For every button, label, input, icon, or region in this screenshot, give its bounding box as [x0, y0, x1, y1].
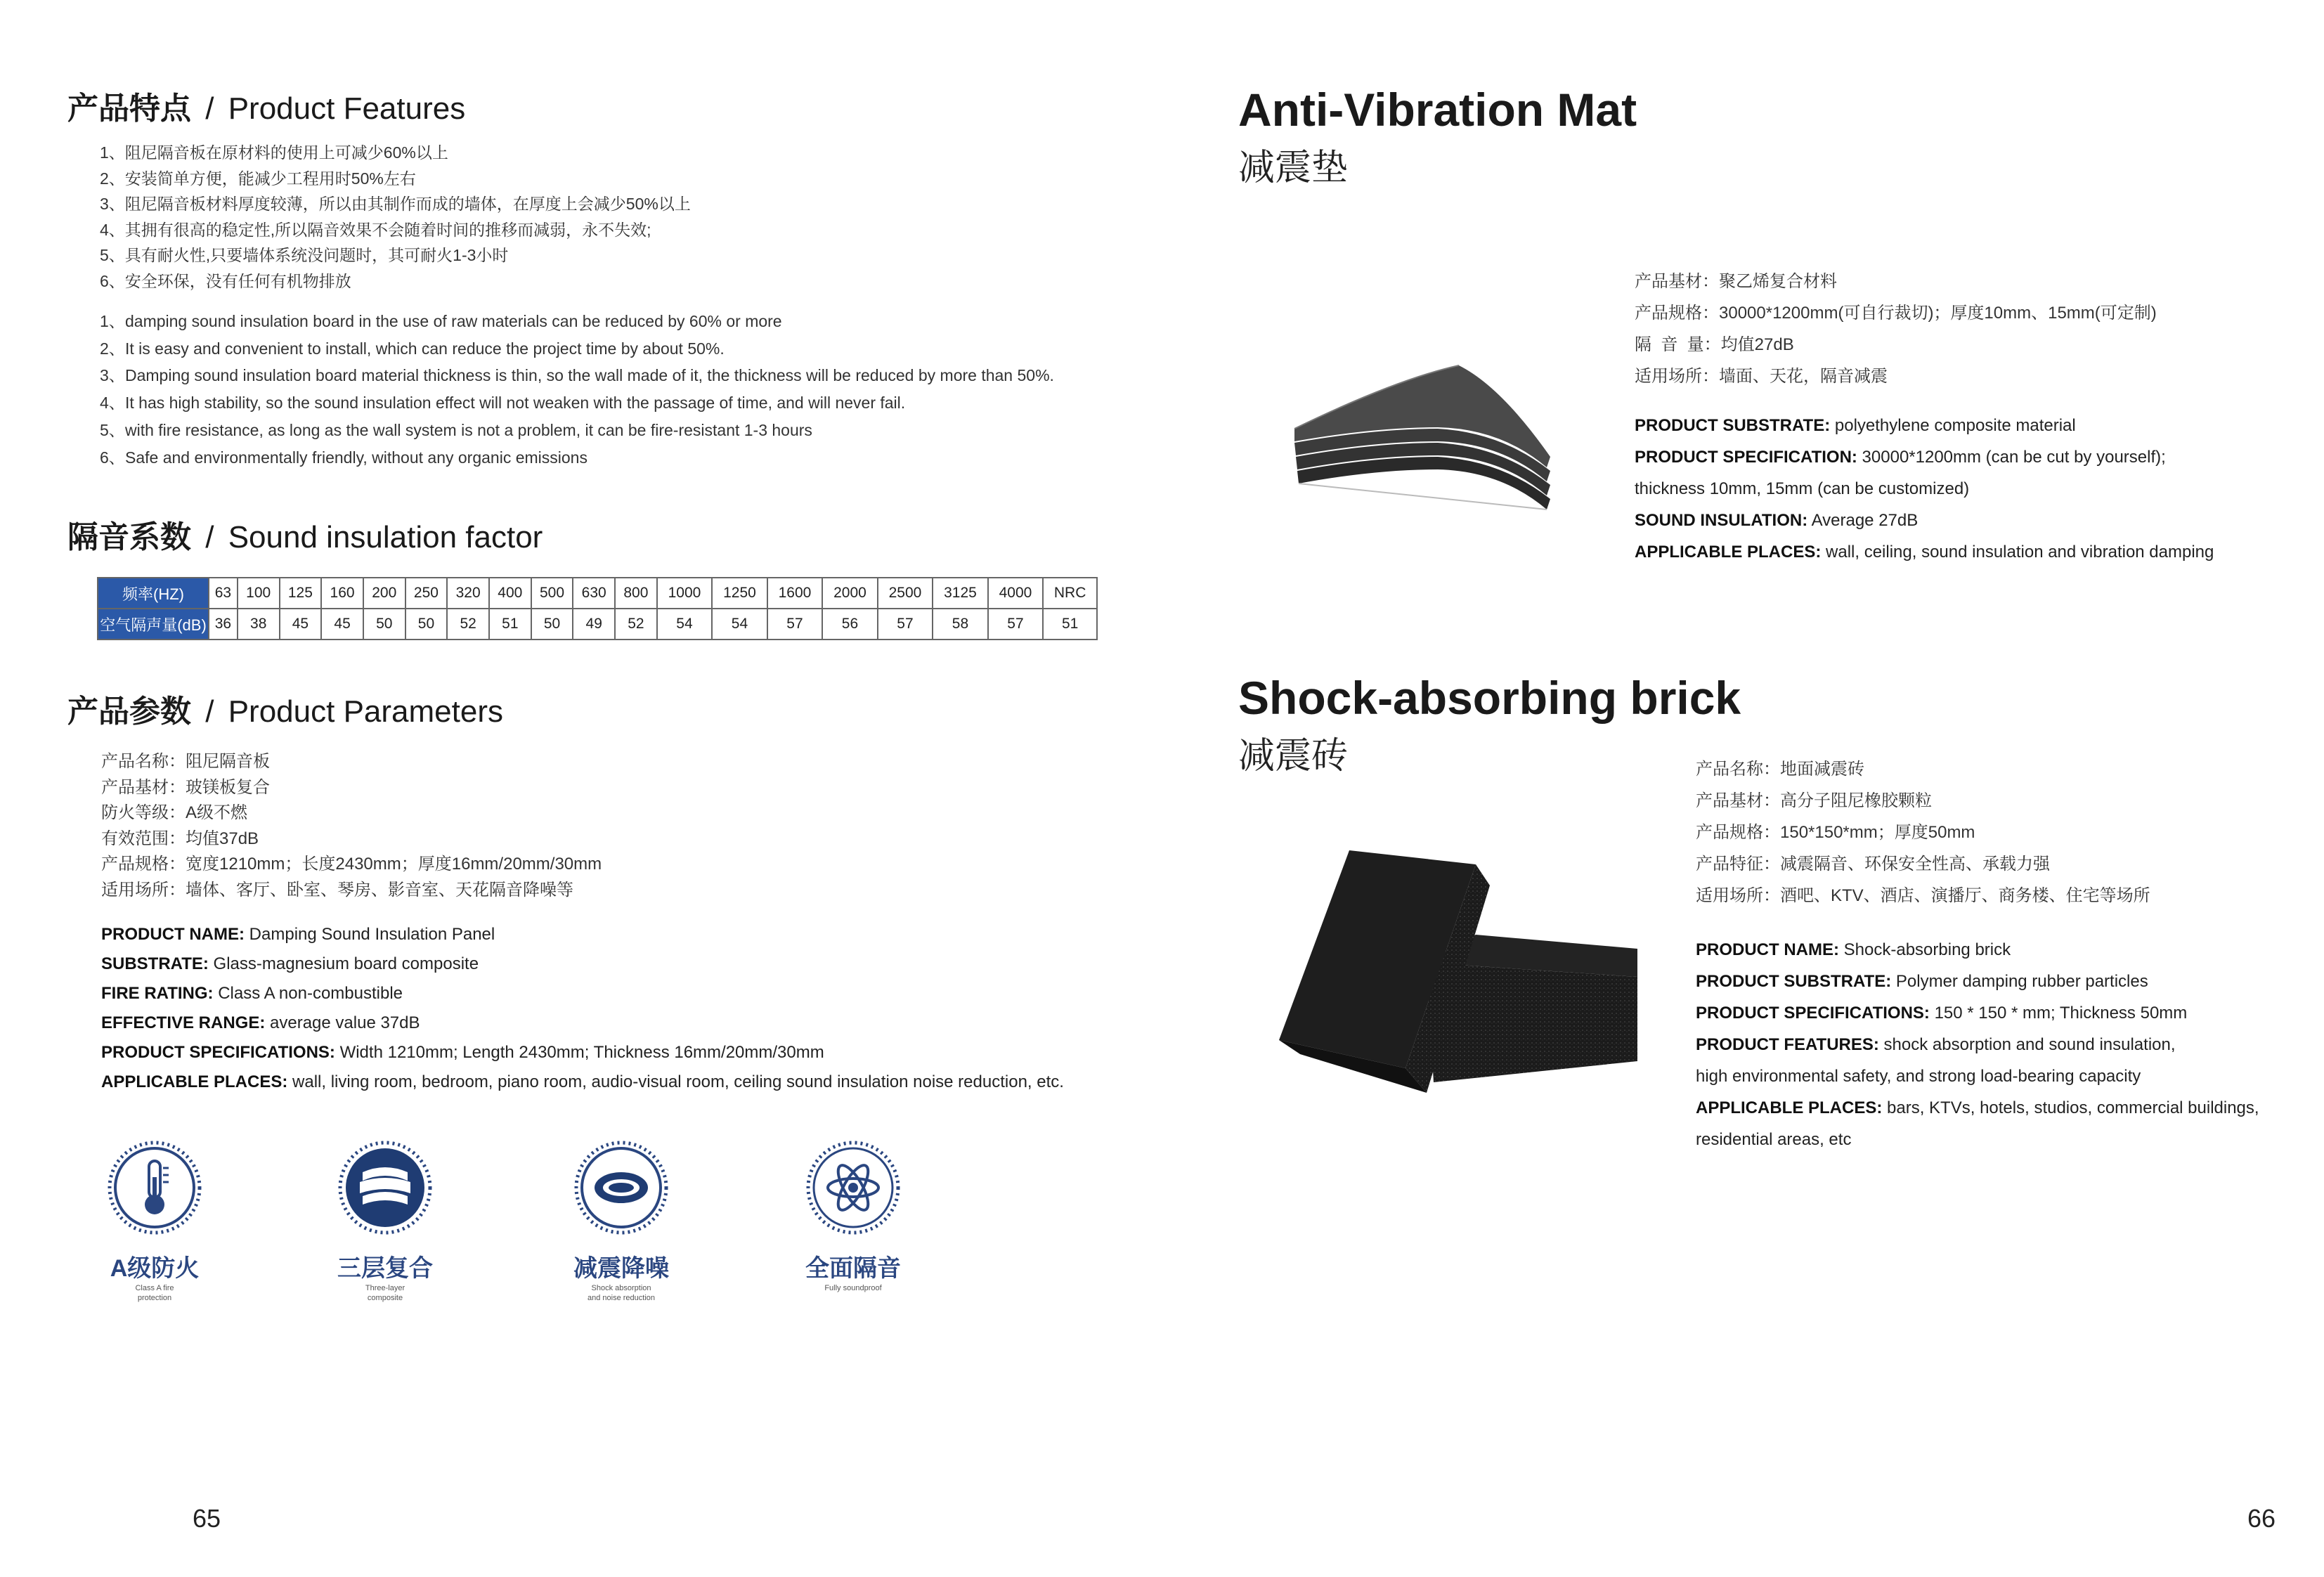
row-header-db: 空气隔声量(dB)	[98, 609, 209, 640]
db-cell: 50	[363, 609, 405, 640]
db-cell: 52	[447, 609, 489, 640]
list-item	[1696, 1060, 2259, 1092]
spec-value: bars, KTVs, hotels, studios, commercial buildings,	[1882, 1098, 2259, 1117]
icon-soundproof	[776, 1138, 930, 1293]
db-cell: 51	[489, 609, 531, 640]
spec-value: residential areas, etc	[1696, 1130, 1852, 1149]
list-item	[101, 1038, 1064, 1067]
params-heading-en: Product Parameters	[228, 694, 503, 729]
spec-value: polyethylene composite material	[1830, 416, 2076, 435]
list-item	[1696, 966, 2259, 997]
db-cell: 50	[531, 609, 573, 640]
list-item: 5、具有耐火性,只要墙体系统没问题时，其可耐火1-3小时	[100, 246, 509, 264]
list-item	[1635, 441, 2214, 473]
list-item	[1696, 934, 2259, 966]
list-item	[100, 308, 1054, 335]
icon-label: 三层复合	[337, 1255, 433, 1282]
list-number: 1、	[100, 312, 125, 330]
list-number: 4、	[100, 394, 125, 413]
spec-key: PRODUCT SPECIFICATION:	[1635, 448, 1857, 467]
list-item	[1696, 1092, 2259, 1124]
brick-title-zh: 减震砖	[1238, 736, 1349, 777]
features-heading	[67, 83, 465, 128]
list-item	[101, 1008, 1064, 1038]
spec-value: wall, ceiling, sound insulation and vibration damping	[1821, 543, 2214, 562]
list-item: 产品规格：150*150*mm；厚度50mm	[1696, 823, 1975, 842]
icon-label: 减震降噪	[573, 1255, 669, 1282]
freq-cell: 250	[405, 578, 448, 609]
freq-cell: 63	[209, 578, 238, 609]
freq-cell: 4000	[988, 578, 1044, 609]
heading-separator: /	[205, 520, 214, 554]
freq-cell: NRC	[1043, 578, 1097, 609]
spec-value: Polymer damping rubber particles	[1891, 972, 2148, 991]
param-key: APPLICABLE PLACES:	[101, 1072, 288, 1091]
param-value: Width 1210mm; Length 2430mm; Thickness 16mm/20mm/30mm	[335, 1043, 824, 1062]
list-item: 产品规格：30000*1200mm(可自行裁切)；厚度10mm、15mm(可定制)	[1635, 304, 2157, 323]
param-key: EFFECTIVE RANGE:	[101, 1013, 266, 1032]
freq-cell: 2500	[878, 578, 933, 609]
list-item: 2、安装简单方便，能减少工程用时50%左右	[100, 169, 416, 188]
db-cell: 57	[767, 609, 823, 640]
mat-title-en: Anti-Vibration Mat	[1238, 84, 1637, 136]
param-value: Damping Sound Insulation Panel	[245, 925, 495, 944]
list-item: 产品名称：地面减震砖	[1696, 760, 1864, 779]
list-item: 适用场所：酒吧、KTV、酒店、演播厅、商务楼、住宅等场所	[1696, 886, 2150, 905]
params-heading-zh: 产品参数	[67, 694, 191, 729]
list-item: 适用场所：墙体、客厅、卧室、琴房、影音室、天花隔音降噪等	[101, 880, 573, 900]
features-list-zh	[100, 140, 691, 294]
table-row-values	[98, 609, 1097, 640]
mat-specs-zh	[1635, 266, 2157, 392]
db-cell: 54	[657, 609, 713, 640]
list-item: 产品基材：聚乙烯复合材料	[1635, 272, 1837, 291]
freq-cell: 1000	[657, 578, 713, 609]
page-number-right: 66	[2247, 1504, 2276, 1533]
list-number: 6、	[100, 448, 125, 467]
list-item: 6、安全环保，没有任何有机物排放	[100, 271, 351, 290]
list-item	[1696, 1124, 2259, 1155]
db-cell: 49	[573, 609, 615, 640]
freq-cell: 630	[573, 578, 615, 609]
table-row-frequency	[98, 578, 1097, 609]
icon-sublabel: Fully soundproof	[824, 1284, 882, 1292]
icon-fire-protection	[77, 1138, 232, 1303]
list-number: 3、	[100, 366, 125, 385]
spec-value: thickness 10mm, 15mm (can be customized)	[1635, 479, 1970, 498]
list-text: Damping sound insulation board material thickness is thin, so the wall made of it, the thickness will be reduced by more than 50%.	[125, 366, 1054, 385]
list-item: 防火等级：A级不燃	[101, 803, 248, 822]
icon-sublabel: composite	[367, 1294, 403, 1302]
features-heading-en: Product Features	[228, 91, 466, 126]
db-cell: 58	[933, 609, 988, 640]
list-text: It has high stability, so the sound insulation effect will not weaken with the passage of time, and will never fail.	[125, 394, 906, 413]
param-value: wall, living room, bedroom, piano room, audio-visual room, ceiling sound insulation noise reduction, etc.	[287, 1072, 1064, 1091]
sound-heading-zh: 隔音系数	[67, 520, 191, 554]
param-value: average value 37dB	[265, 1013, 420, 1032]
sound-heading-en: Sound insulation factor	[228, 520, 543, 554]
icon-sublabel: Class A fire	[135, 1284, 174, 1292]
db-cell: 52	[615, 609, 657, 640]
freq-cell: 3125	[933, 578, 988, 609]
list-item	[101, 979, 1064, 1008]
param-key: PRODUCT NAME:	[101, 925, 245, 944]
brick-specs-en	[1696, 934, 2259, 1155]
spec-key: APPLICABLE PLACES:	[1635, 543, 1822, 562]
features-heading-zh: 产品特点	[67, 91, 191, 126]
spec-value: Shock-absorbing brick	[1839, 940, 2011, 959]
db-cell: 50	[405, 609, 448, 640]
param-value: Glass-magnesium board composite	[208, 954, 479, 973]
db-cell: 45	[280, 609, 322, 640]
sound-insulation-table	[97, 577, 1098, 640]
list-number: 5、	[100, 420, 125, 439]
heading-separator: /	[205, 694, 214, 729]
freq-cell: 1600	[767, 578, 823, 609]
spec-value: 30000*1200mm (can be cut by yourself);	[1857, 448, 2166, 467]
list-item: 4、其拥有很高的稳定性,所以隔音效果不会随着时间的推移而减弱，永不失效;	[100, 220, 651, 239]
list-item	[1635, 536, 2214, 568]
db-cell: 57	[988, 609, 1044, 640]
param-key: SUBSTRATE:	[101, 954, 209, 973]
list-item	[101, 949, 1064, 979]
param-value: Class A non-combustible	[213, 984, 403, 1003]
spec-key: PRODUCT NAME:	[1696, 940, 1839, 959]
row-header-frequency: 频率(HZ)	[98, 578, 209, 609]
list-item: 1、阻尼隔音板在原材料的使用上可减少60%以上	[100, 143, 448, 162]
db-cell: 57	[878, 609, 933, 640]
db-cell: 54	[712, 609, 767, 640]
db-cell: 36	[209, 609, 238, 640]
icon-sublabel: Three-layer	[365, 1284, 405, 1292]
atom-icon	[804, 1138, 902, 1237]
list-item	[1635, 473, 2214, 505]
icon-sublabel: protection	[137, 1294, 172, 1302]
icon-shock-absorption	[544, 1138, 699, 1303]
list-item: 隔 音 量：均值27dB	[1635, 335, 1794, 354]
features-list-en	[100, 308, 1054, 471]
list-item	[1696, 1029, 2259, 1060]
freq-cell: 200	[363, 578, 405, 609]
icon-label: A级防火	[110, 1255, 200, 1282]
icon-three-layer	[308, 1138, 462, 1303]
list-item: 有效范围：均值37dB	[101, 829, 259, 848]
list-text: damping sound insulation board in the use of raw materials can be reduced by 60% or more	[125, 312, 782, 330]
db-cell: 56	[822, 609, 878, 640]
freq-cell: 2000	[822, 578, 878, 609]
brick-specs-zh	[1696, 753, 2150, 911]
list-item	[100, 335, 1054, 363]
spec-value: shock absorption and sound insulation,	[1878, 1035, 2176, 1054]
param-key: PRODUCT SPECIFICATIONS:	[101, 1043, 335, 1062]
spec-key: PRODUCT FEATURES:	[1696, 1035, 1879, 1054]
list-text: It is easy and convenient to install, which can reduce the project time by about 50%.	[125, 339, 725, 358]
db-cell: 38	[238, 609, 280, 640]
spec-key: PRODUCT SUBSTRATE:	[1696, 972, 1892, 991]
list-item	[100, 389, 1054, 417]
list-item: 产品基材：高分子阻尼橡胶颗粒	[1696, 791, 1932, 810]
params-list-zh	[101, 749, 602, 903]
list-item	[100, 362, 1054, 389]
freq-cell: 160	[321, 578, 363, 609]
list-item	[101, 1067, 1064, 1097]
sound-heading	[67, 512, 543, 557]
icon-sublabel: Shock absorption	[591, 1284, 651, 1292]
spec-key: PRODUCT SUBSTRATE:	[1635, 416, 1831, 435]
list-number: 2、	[100, 339, 125, 358]
list-item	[1635, 505, 2214, 536]
list-item: 产品基材：玻镁板复合	[101, 777, 270, 797]
list-item	[1635, 410, 2214, 441]
list-item: 产品名称：阻尼隔音板	[101, 752, 270, 771]
freq-cell: 500	[531, 578, 573, 609]
anti-vibration-mat-image	[1290, 351, 1585, 520]
list-text: with fire resistance, as long as the wall system is not a problem, it can be fire-resistant 1-3 hours	[125, 420, 812, 439]
freq-cell: 320	[447, 578, 489, 609]
shock-absorbing-brick-image	[1265, 843, 1644, 1124]
list-item	[100, 417, 1054, 444]
freq-cell: 800	[615, 578, 657, 609]
thermometer-icon	[105, 1138, 204, 1237]
db-cell: 45	[321, 609, 363, 640]
param-key: FIRE RATING:	[101, 984, 214, 1003]
list-text: Safe and environmentally friendly, without any organic emissions	[125, 448, 588, 467]
list-item: 产品规格：宽度1210mm；长度2430mm；厚度16mm/20mm/30mm	[101, 855, 602, 874]
params-list-en	[101, 920, 1064, 1097]
spec-value: 150 * 150 * mm; Thickness 50mm	[1929, 1004, 2188, 1023]
spec-value: Average 27dB	[1807, 511, 1919, 530]
params-heading	[67, 686, 503, 731]
icon-label: 全面隔音	[805, 1255, 901, 1282]
spec-key: SOUND INSULATION:	[1635, 511, 1808, 530]
freq-cell: 100	[238, 578, 280, 609]
heading-separator: /	[205, 91, 214, 126]
layers-icon	[336, 1138, 434, 1237]
list-item: 产品特征：减震隔音、环保安全性高、承载力强	[1696, 855, 2050, 874]
spec-key: PRODUCT SPECIFICATIONS:	[1696, 1004, 1930, 1023]
page-number-left: 65	[193, 1504, 221, 1533]
list-item	[101, 920, 1064, 949]
spec-value: high environmental safety, and strong load-bearing capacity	[1696, 1067, 2141, 1086]
list-item	[1696, 997, 2259, 1029]
freq-cell: 400	[489, 578, 531, 609]
icon-sublabel: and noise reduction	[587, 1294, 655, 1302]
list-item	[100, 444, 1054, 472]
db-cell: 51	[1043, 609, 1097, 640]
damper-icon	[572, 1138, 670, 1237]
list-item: 3、阻尼隔音板材料厚度较薄，所以由其制作而成的墙体，在厚度上会减少50%以上	[100, 195, 691, 213]
list-item: 适用场所：墙面、天花，隔音减震	[1635, 367, 1888, 386]
mat-specs-en	[1635, 410, 2214, 568]
mat-title-zh: 减震垫	[1238, 148, 1349, 188]
freq-cell: 1250	[712, 578, 767, 609]
brick-title-en: Shock-absorbing brick	[1238, 672, 1741, 724]
freq-cell: 125	[280, 578, 322, 609]
spec-key: APPLICABLE PLACES:	[1696, 1098, 1883, 1117]
